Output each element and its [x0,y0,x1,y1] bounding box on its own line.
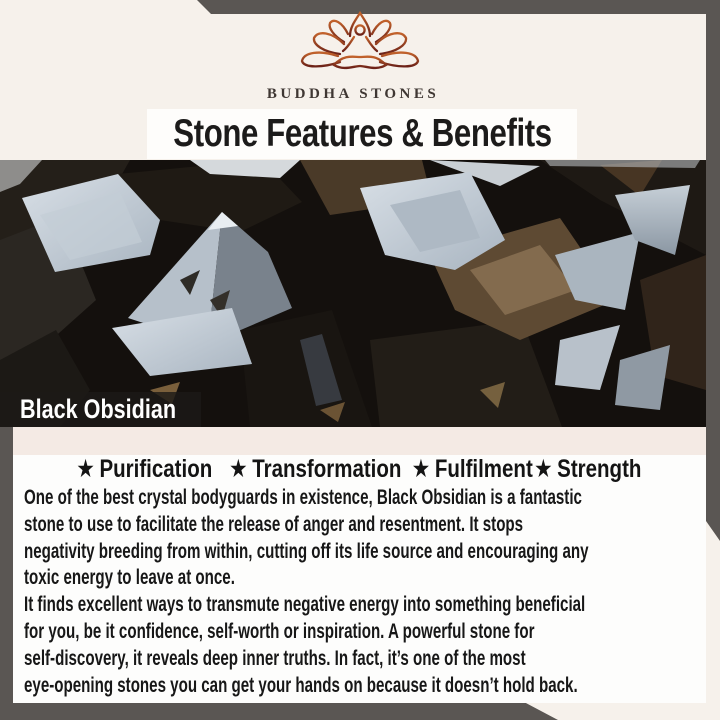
content-panel [13,427,706,703]
body-paragraph-1 [24,485,706,592]
feature-strength [535,455,641,484]
body-text-line: self-discovery, it reveals deep inner truths. In fact, it’s one of the most [24,646,526,670]
star-icon: ★ [77,456,94,481]
obsidian-photo-illustration [0,160,706,427]
feature-label: Purification [99,454,213,483]
features-line [75,455,643,483]
star-icon: ★ [535,456,552,481]
body-text [13,483,706,699]
lotus-meditation-icon [288,10,432,86]
page-title: Stone Features & Benefits [172,112,552,155]
body-paragraph-2 [24,592,706,699]
accent-band [13,427,706,455]
feature-transformation [230,455,401,484]
brand-logo [288,10,432,86]
feature-purification [78,455,213,484]
feature-label: Transformation [252,454,402,483]
feature-fulfilment [413,455,533,484]
body-text-line: It finds excellent ways to transmute negative energy into something beneficial [24,593,586,617]
brand-name: BUDDHA STONES [266,86,440,102]
body-text-line: stone to use to facilitate the release of anger and resentment. It stops [24,512,524,536]
body-text-line: eye-opening stones you can get your hands on because it doesn’t hold back. [24,673,578,697]
product-photo [0,160,706,427]
title-banner [147,109,577,159]
feature-label: Fulfilment [434,454,533,483]
star-icon: ★ [412,456,430,481]
body-text-line: toxic energy to leave at once. [24,566,235,590]
body-text-line: One of the best crystal bodyguards in existence, Black Obsidian is a fantastic [24,486,582,509]
body-text-line: for you, be it confidence, self-worth or inspiration. A powerful stone for [24,619,535,643]
photo-caption-text: Black Obsidian [20,394,177,424]
feature-label: Strength [557,454,642,483]
photo-caption [0,392,201,427]
body-text-line: negativity breeding from within, cutting off its life source and encouraging any [24,539,589,563]
star-icon: ★ [230,456,247,481]
